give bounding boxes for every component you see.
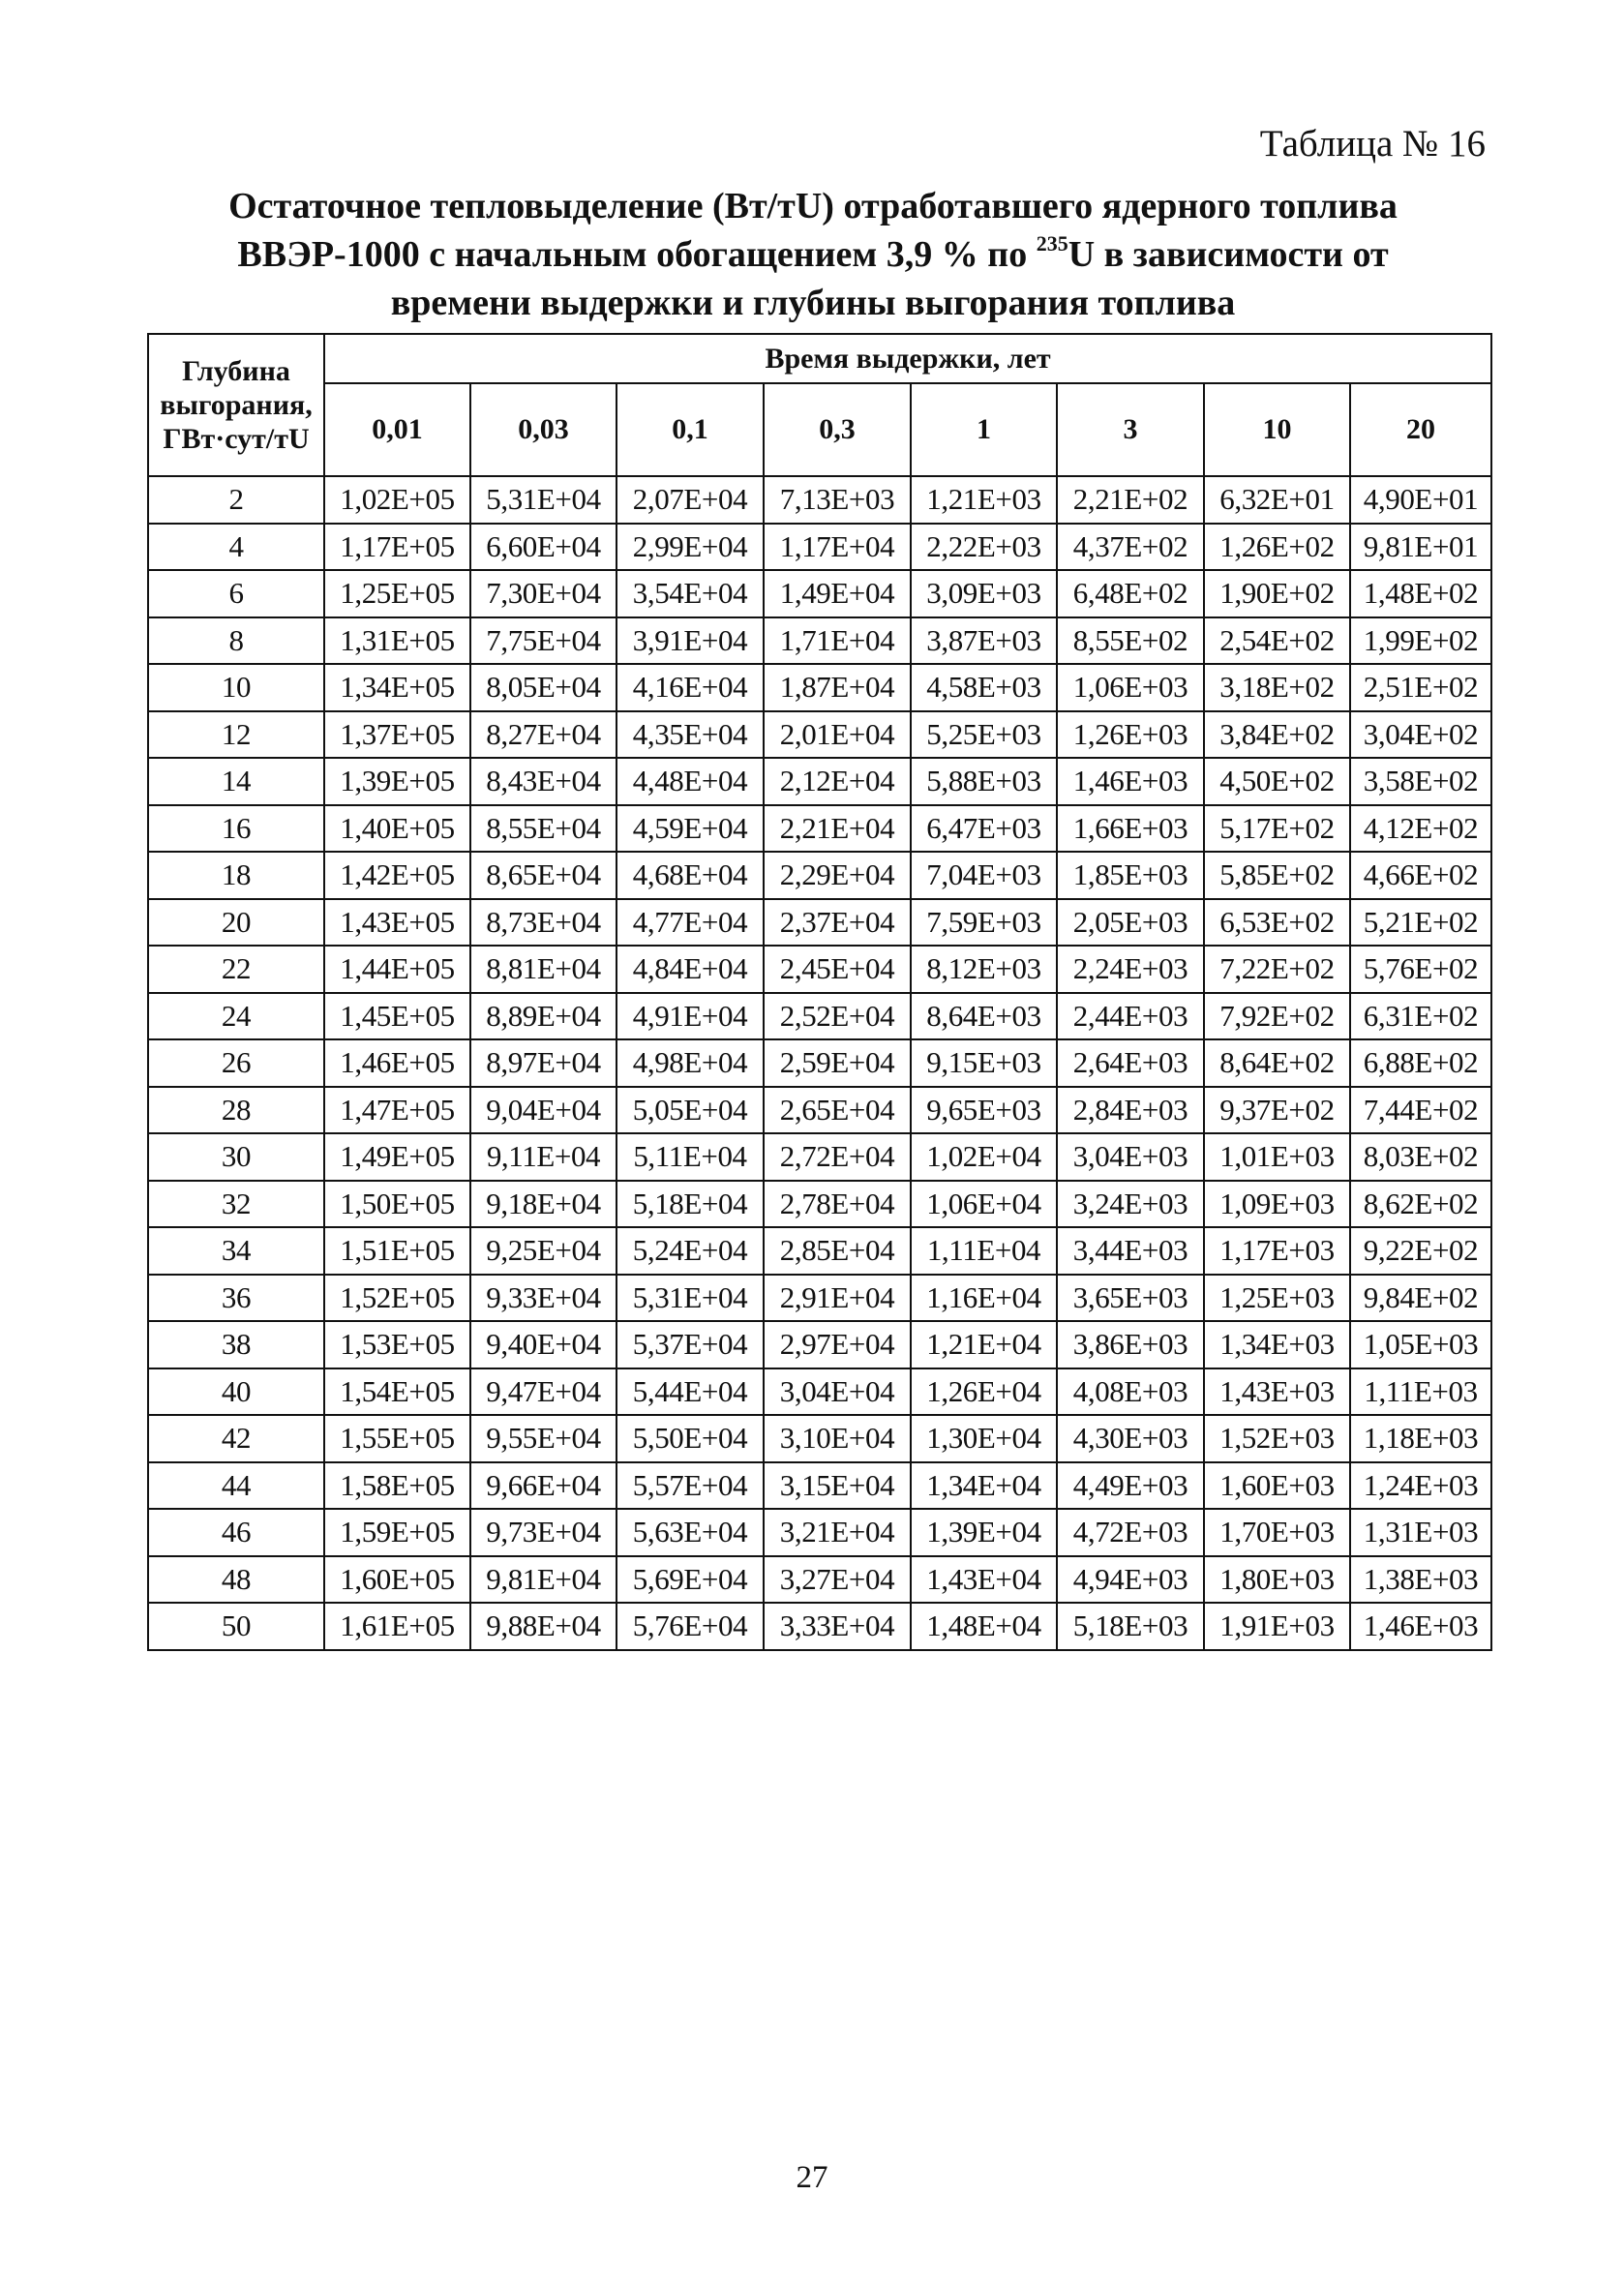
burnup-cell: 4 bbox=[148, 524, 324, 571]
burnup-header-line-1: Глубина bbox=[182, 355, 290, 387]
value-cell: 9,40E+04 bbox=[470, 1321, 617, 1368]
value-cell: 1,31E+05 bbox=[324, 617, 470, 665]
value-cell: 1,02E+04 bbox=[911, 1133, 1057, 1181]
table-row bbox=[148, 617, 1491, 665]
value-cell: 6,47E+03 bbox=[911, 805, 1057, 853]
value-cell: 1,49E+05 bbox=[324, 1133, 470, 1181]
value-cell: 8,89E+04 bbox=[470, 993, 617, 1040]
value-cell: 1,17E+03 bbox=[1204, 1227, 1350, 1275]
value-cell: 2,05E+03 bbox=[1057, 899, 1204, 947]
value-cell: 1,40E+05 bbox=[324, 805, 470, 853]
burnup-cell: 38 bbox=[148, 1321, 324, 1368]
burnup-cell: 2 bbox=[148, 476, 324, 524]
value-cell: 5,18E+03 bbox=[1057, 1603, 1204, 1650]
value-cell: 8,12E+03 bbox=[911, 946, 1057, 993]
value-cell: 5,69E+04 bbox=[617, 1556, 764, 1604]
value-cell: 6,60E+04 bbox=[470, 524, 617, 571]
value-cell: 8,55E+02 bbox=[1057, 617, 1204, 665]
value-cell: 4,68E+04 bbox=[617, 852, 764, 899]
table-row bbox=[148, 1039, 1491, 1087]
value-cell: 1,34E+04 bbox=[911, 1462, 1057, 1510]
value-cell: 1,38E+03 bbox=[1350, 1556, 1491, 1604]
value-cell: 2,21E+02 bbox=[1057, 476, 1204, 524]
table-row bbox=[148, 1181, 1491, 1228]
value-cell: 9,47E+04 bbox=[470, 1368, 617, 1416]
value-cell: 3,04E+03 bbox=[1057, 1133, 1204, 1181]
burnup-cell: 8 bbox=[148, 617, 324, 665]
burnup-cell: 26 bbox=[148, 1039, 324, 1087]
value-cell: 4,66E+02 bbox=[1350, 852, 1491, 899]
burnup-cell: 18 bbox=[148, 852, 324, 899]
value-cell: 2,01E+04 bbox=[764, 711, 911, 759]
value-cell: 4,30E+03 bbox=[1057, 1415, 1204, 1462]
value-cell: 2,85E+04 bbox=[764, 1227, 911, 1275]
table-row bbox=[148, 1415, 1491, 1462]
value-cell: 1,37E+05 bbox=[324, 711, 470, 759]
value-cell: 1,61E+05 bbox=[324, 1603, 470, 1650]
value-cell: 1,17E+05 bbox=[324, 524, 470, 571]
value-cell: 1,01E+03 bbox=[1204, 1133, 1350, 1181]
table-title bbox=[145, 182, 1481, 327]
value-cell: 6,53E+02 bbox=[1204, 899, 1350, 947]
title-line-1: Остаточное тепловыделение (Вт/тU) отработавшего ядерного топлива bbox=[228, 186, 1398, 226]
value-cell: 9,18E+04 bbox=[470, 1181, 617, 1228]
value-cell: 1,42E+05 bbox=[324, 852, 470, 899]
value-cell: 3,18E+02 bbox=[1204, 664, 1350, 711]
value-cell: 9,81E+04 bbox=[470, 1556, 617, 1604]
table-row bbox=[148, 946, 1491, 993]
table-row bbox=[148, 711, 1491, 759]
value-cell: 9,11E+04 bbox=[470, 1133, 617, 1181]
value-cell: 2,37E+04 bbox=[764, 899, 911, 947]
value-cell: 1,46E+03 bbox=[1057, 758, 1204, 805]
table-row bbox=[148, 1321, 1491, 1368]
value-cell: 1,43E+05 bbox=[324, 899, 470, 947]
table-row bbox=[148, 1275, 1491, 1322]
value-cell: 2,84E+03 bbox=[1057, 1087, 1204, 1134]
value-cell: 1,46E+03 bbox=[1350, 1603, 1491, 1650]
value-cell: 5,11E+04 bbox=[617, 1133, 764, 1181]
burnup-cell: 34 bbox=[148, 1227, 324, 1275]
value-cell: 9,66E+04 bbox=[470, 1462, 617, 1510]
burnup-cell: 16 bbox=[148, 805, 324, 853]
value-cell: 1,59E+05 bbox=[324, 1509, 470, 1556]
value-cell: 2,24E+03 bbox=[1057, 946, 1204, 993]
value-cell: 3,44E+03 bbox=[1057, 1227, 1204, 1275]
value-cell: 8,65E+04 bbox=[470, 852, 617, 899]
value-cell: 4,08E+03 bbox=[1057, 1368, 1204, 1416]
table-row bbox=[148, 476, 1491, 524]
value-cell: 4,91E+04 bbox=[617, 993, 764, 1040]
burnup-cell: 20 bbox=[148, 899, 324, 947]
value-cell: 2,99E+04 bbox=[617, 524, 764, 571]
value-cell: 1,31E+03 bbox=[1350, 1509, 1491, 1556]
table-row bbox=[148, 1227, 1491, 1275]
value-cell: 7,22E+02 bbox=[1204, 946, 1350, 993]
value-cell: 1,21E+03 bbox=[911, 476, 1057, 524]
burnup-cell: 50 bbox=[148, 1603, 324, 1650]
value-cell: 3,15E+04 bbox=[764, 1462, 911, 1510]
value-cell: 1,21E+04 bbox=[911, 1321, 1057, 1368]
value-cell: 1,85E+03 bbox=[1057, 852, 1204, 899]
burnup-cell: 32 bbox=[148, 1181, 324, 1228]
value-cell: 2,07E+04 bbox=[617, 476, 764, 524]
burnup-column-header bbox=[148, 334, 324, 476]
burnup-cell: 40 bbox=[148, 1368, 324, 1416]
value-cell: 1,16E+04 bbox=[911, 1275, 1057, 1322]
table-row bbox=[148, 664, 1491, 711]
burnup-cell: 42 bbox=[148, 1415, 324, 1462]
value-cell: 7,04E+03 bbox=[911, 852, 1057, 899]
value-cell: 1,55E+05 bbox=[324, 1415, 470, 1462]
cooling-time-header: 0,03 bbox=[470, 383, 617, 476]
title-line-2 bbox=[145, 230, 1481, 279]
burnup-cell: 30 bbox=[148, 1133, 324, 1181]
value-cell: 3,27E+04 bbox=[764, 1556, 911, 1604]
value-cell: 1,09E+03 bbox=[1204, 1181, 1350, 1228]
value-cell: 7,30E+04 bbox=[470, 570, 617, 617]
decay-heat-table-container bbox=[147, 333, 1490, 1651]
value-cell: 2,44E+03 bbox=[1057, 993, 1204, 1040]
value-cell: 3,65E+03 bbox=[1057, 1275, 1204, 1322]
value-cell: 3,10E+04 bbox=[764, 1415, 911, 1462]
value-cell: 8,43E+04 bbox=[470, 758, 617, 805]
value-cell: 1,30E+04 bbox=[911, 1415, 1057, 1462]
table-row bbox=[148, 1368, 1491, 1416]
value-cell: 5,76E+02 bbox=[1350, 946, 1491, 993]
value-cell: 3,24E+03 bbox=[1057, 1181, 1204, 1228]
value-cell: 2,78E+04 bbox=[764, 1181, 911, 1228]
value-cell: 1,05E+03 bbox=[1350, 1321, 1491, 1368]
table-row bbox=[148, 758, 1491, 805]
value-cell: 1,25E+05 bbox=[324, 570, 470, 617]
value-cell: 4,84E+04 bbox=[617, 946, 764, 993]
value-cell: 4,16E+04 bbox=[617, 664, 764, 711]
title-line-2-start: ВВЭР-1000 с начальным обогащением 3,9 % по bbox=[237, 234, 1037, 275]
value-cell: 3,04E+02 bbox=[1350, 711, 1491, 759]
value-cell: 5,21E+02 bbox=[1350, 899, 1491, 947]
value-cell: 2,52E+04 bbox=[764, 993, 911, 1040]
decay-heat-table bbox=[147, 333, 1492, 1651]
page-number: 27 bbox=[796, 2160, 828, 2195]
value-cell: 1,06E+03 bbox=[1057, 664, 1204, 711]
table-row bbox=[148, 993, 1491, 1040]
value-cell: 3,86E+03 bbox=[1057, 1321, 1204, 1368]
table-number-label: Таблица № 16 bbox=[1259, 123, 1486, 165]
value-cell: 1,26E+02 bbox=[1204, 524, 1350, 571]
value-cell: 8,03E+02 bbox=[1350, 1133, 1491, 1181]
burnup-cell: 22 bbox=[148, 946, 324, 993]
value-cell: 1,43E+03 bbox=[1204, 1368, 1350, 1416]
value-cell: 4,48E+04 bbox=[617, 758, 764, 805]
value-cell: 7,75E+04 bbox=[470, 617, 617, 665]
value-cell: 2,64E+03 bbox=[1057, 1039, 1204, 1087]
value-cell: 9,37E+02 bbox=[1204, 1087, 1350, 1134]
value-cell: 9,15E+03 bbox=[911, 1039, 1057, 1087]
value-cell: 1,54E+05 bbox=[324, 1368, 470, 1416]
value-cell: 1,11E+04 bbox=[911, 1227, 1057, 1275]
value-cell: 9,84E+02 bbox=[1350, 1275, 1491, 1322]
value-cell: 5,05E+04 bbox=[617, 1087, 764, 1134]
value-cell: 1,06E+04 bbox=[911, 1181, 1057, 1228]
burnup-cell: 10 bbox=[148, 664, 324, 711]
burnup-cell: 24 bbox=[148, 993, 324, 1040]
cooling-time-header: 0,1 bbox=[617, 383, 764, 476]
value-cell: 5,44E+04 bbox=[617, 1368, 764, 1416]
title-line-2-end: U в зависимости от bbox=[1068, 234, 1389, 275]
value-cell: 1,50E+05 bbox=[324, 1181, 470, 1228]
value-cell: 1,52E+05 bbox=[324, 1275, 470, 1322]
burnup-cell: 12 bbox=[148, 711, 324, 759]
table-row bbox=[148, 899, 1491, 947]
value-cell: 1,47E+05 bbox=[324, 1087, 470, 1134]
value-cell: 5,17E+02 bbox=[1204, 805, 1350, 853]
value-cell: 3,87E+03 bbox=[911, 617, 1057, 665]
value-cell: 6,31E+02 bbox=[1350, 993, 1491, 1040]
value-cell: 2,54E+02 bbox=[1204, 617, 1350, 665]
value-cell: 2,59E+04 bbox=[764, 1039, 911, 1087]
value-cell: 8,64E+03 bbox=[911, 993, 1057, 1040]
table-body bbox=[148, 476, 1491, 1650]
value-cell: 1,11E+03 bbox=[1350, 1368, 1491, 1416]
cooling-time-header: 0,3 bbox=[764, 383, 911, 476]
value-cell: 4,12E+02 bbox=[1350, 805, 1491, 853]
value-cell: 1,44E+05 bbox=[324, 946, 470, 993]
value-cell: 8,73E+04 bbox=[470, 899, 617, 947]
table-row bbox=[148, 1509, 1491, 1556]
cooling-time-header-row bbox=[148, 383, 1491, 476]
burnup-header-line-2: выгорания, bbox=[160, 389, 313, 421]
value-cell: 1,24E+03 bbox=[1350, 1462, 1491, 1510]
value-cell: 2,97E+04 bbox=[764, 1321, 911, 1368]
value-cell: 7,44E+02 bbox=[1350, 1087, 1491, 1134]
value-cell: 1,25E+03 bbox=[1204, 1275, 1350, 1322]
value-cell: 5,76E+04 bbox=[617, 1603, 764, 1650]
table-row bbox=[148, 524, 1491, 571]
value-cell: 1,60E+03 bbox=[1204, 1462, 1350, 1510]
value-cell: 7,13E+03 bbox=[764, 476, 911, 524]
burnup-cell: 28 bbox=[148, 1087, 324, 1134]
burnup-cell: 36 bbox=[148, 1275, 324, 1322]
cooling-time-header: 1 bbox=[911, 383, 1057, 476]
value-cell: 1,80E+03 bbox=[1204, 1556, 1350, 1604]
burnup-header-line-3: ГВт·сут/тU bbox=[163, 423, 310, 455]
value-cell: 3,04E+04 bbox=[764, 1368, 911, 1416]
value-cell: 5,24E+04 bbox=[617, 1227, 764, 1275]
table-row bbox=[148, 852, 1491, 899]
value-cell: 1,90E+02 bbox=[1204, 570, 1350, 617]
table-row bbox=[148, 1462, 1491, 1510]
value-cell: 6,88E+02 bbox=[1350, 1039, 1491, 1087]
value-cell: 4,90E+01 bbox=[1350, 476, 1491, 524]
value-cell: 8,27E+04 bbox=[470, 711, 617, 759]
value-cell: 6,32E+01 bbox=[1204, 476, 1350, 524]
table-row bbox=[148, 1556, 1491, 1604]
value-cell: 2,65E+04 bbox=[764, 1087, 911, 1134]
value-cell: 1,87E+04 bbox=[764, 664, 911, 711]
value-cell: 8,05E+04 bbox=[470, 664, 617, 711]
table-row bbox=[148, 1133, 1491, 1181]
value-cell: 4,94E+03 bbox=[1057, 1556, 1204, 1604]
value-cell: 2,51E+02 bbox=[1350, 664, 1491, 711]
value-cell: 1,46E+05 bbox=[324, 1039, 470, 1087]
value-cell: 1,02E+05 bbox=[324, 476, 470, 524]
value-cell: 1,51E+05 bbox=[324, 1227, 470, 1275]
burnup-cell: 14 bbox=[148, 758, 324, 805]
value-cell: 9,81E+01 bbox=[1350, 524, 1491, 571]
value-cell: 9,04E+04 bbox=[470, 1087, 617, 1134]
value-cell: 5,31E+04 bbox=[470, 476, 617, 524]
value-cell: 1,48E+02 bbox=[1350, 570, 1491, 617]
value-cell: 5,25E+03 bbox=[911, 711, 1057, 759]
value-cell: 3,21E+04 bbox=[764, 1509, 911, 1556]
value-cell: 8,55E+04 bbox=[470, 805, 617, 853]
cooling-time-group-header: Время выдержки, лет bbox=[324, 334, 1491, 383]
value-cell: 1,39E+04 bbox=[911, 1509, 1057, 1556]
value-cell: 1,18E+03 bbox=[1350, 1415, 1491, 1462]
value-cell: 1,71E+04 bbox=[764, 617, 911, 665]
value-cell: 4,77E+04 bbox=[617, 899, 764, 947]
value-cell: 8,81E+04 bbox=[470, 946, 617, 993]
value-cell: 9,88E+04 bbox=[470, 1603, 617, 1650]
burnup-cell: 46 bbox=[148, 1509, 324, 1556]
value-cell: 1,26E+03 bbox=[1057, 711, 1204, 759]
value-cell: 5,57E+04 bbox=[617, 1462, 764, 1510]
value-cell: 5,85E+02 bbox=[1204, 852, 1350, 899]
value-cell: 1,45E+05 bbox=[324, 993, 470, 1040]
value-cell: 4,98E+04 bbox=[617, 1039, 764, 1087]
value-cell: 9,65E+03 bbox=[911, 1087, 1057, 1134]
value-cell: 1,26E+04 bbox=[911, 1368, 1057, 1416]
value-cell: 2,45E+04 bbox=[764, 946, 911, 993]
burnup-cell: 6 bbox=[148, 570, 324, 617]
value-cell: 6,48E+02 bbox=[1057, 570, 1204, 617]
value-cell: 9,25E+04 bbox=[470, 1227, 617, 1275]
value-cell: 2,29E+04 bbox=[764, 852, 911, 899]
value-cell: 1,99E+02 bbox=[1350, 617, 1491, 665]
value-cell: 1,34E+05 bbox=[324, 664, 470, 711]
value-cell: 4,72E+03 bbox=[1057, 1509, 1204, 1556]
value-cell: 9,22E+02 bbox=[1350, 1227, 1491, 1275]
table-row bbox=[148, 805, 1491, 853]
value-cell: 8,97E+04 bbox=[470, 1039, 617, 1087]
value-cell: 4,49E+03 bbox=[1057, 1462, 1204, 1510]
cooling-time-header: 0,01 bbox=[324, 383, 470, 476]
value-cell: 1,53E+05 bbox=[324, 1321, 470, 1368]
value-cell: 1,17E+04 bbox=[764, 524, 911, 571]
value-cell: 9,55E+04 bbox=[470, 1415, 617, 1462]
title-line-3: времени выдержки и глубины выгорания топлива bbox=[390, 283, 1236, 323]
value-cell: 5,50E+04 bbox=[617, 1415, 764, 1462]
value-cell: 3,58E+02 bbox=[1350, 758, 1491, 805]
value-cell: 1,91E+03 bbox=[1204, 1603, 1350, 1650]
table-row bbox=[148, 570, 1491, 617]
value-cell: 8,64E+02 bbox=[1204, 1039, 1350, 1087]
value-cell: 1,52E+03 bbox=[1204, 1415, 1350, 1462]
value-cell: 9,33E+04 bbox=[470, 1275, 617, 1322]
value-cell: 4,37E+02 bbox=[1057, 524, 1204, 571]
value-cell: 5,18E+04 bbox=[617, 1181, 764, 1228]
value-cell: 3,91E+04 bbox=[617, 617, 764, 665]
cooling-time-header: 10 bbox=[1204, 383, 1350, 476]
value-cell: 1,48E+04 bbox=[911, 1603, 1057, 1650]
value-cell: 4,59E+04 bbox=[617, 805, 764, 853]
value-cell: 1,58E+05 bbox=[324, 1462, 470, 1510]
value-cell: 5,37E+04 bbox=[617, 1321, 764, 1368]
value-cell: 2,12E+04 bbox=[764, 758, 911, 805]
value-cell: 1,60E+05 bbox=[324, 1556, 470, 1604]
value-cell: 2,21E+04 bbox=[764, 805, 911, 853]
value-cell: 8,62E+02 bbox=[1350, 1181, 1491, 1228]
value-cell: 1,66E+03 bbox=[1057, 805, 1204, 853]
value-cell: 4,35E+04 bbox=[617, 711, 764, 759]
value-cell: 4,58E+03 bbox=[911, 664, 1057, 711]
value-cell: 1,70E+03 bbox=[1204, 1509, 1350, 1556]
value-cell: 5,63E+04 bbox=[617, 1509, 764, 1556]
cooling-time-header: 3 bbox=[1057, 383, 1204, 476]
value-cell: 5,88E+03 bbox=[911, 758, 1057, 805]
isotope-mass-number: 235 bbox=[1036, 231, 1068, 256]
value-cell: 5,31E+04 bbox=[617, 1275, 764, 1322]
value-cell: 1,34E+03 bbox=[1204, 1321, 1350, 1368]
value-cell: 3,33E+04 bbox=[764, 1603, 911, 1650]
burnup-cell: 44 bbox=[148, 1462, 324, 1510]
cooling-time-header: 20 bbox=[1350, 383, 1491, 476]
value-cell: 2,72E+04 bbox=[764, 1133, 911, 1181]
value-cell: 4,50E+02 bbox=[1204, 758, 1350, 805]
table-row bbox=[148, 1603, 1491, 1650]
value-cell: 3,84E+02 bbox=[1204, 711, 1350, 759]
value-cell: 1,49E+04 bbox=[764, 570, 911, 617]
value-cell: 9,73E+04 bbox=[470, 1509, 617, 1556]
value-cell: 7,92E+02 bbox=[1204, 993, 1350, 1040]
value-cell: 1,43E+04 bbox=[911, 1556, 1057, 1604]
value-cell: 2,91E+04 bbox=[764, 1275, 911, 1322]
value-cell: 1,39E+05 bbox=[324, 758, 470, 805]
burnup-cell: 48 bbox=[148, 1556, 324, 1604]
value-cell: 7,59E+03 bbox=[911, 899, 1057, 947]
table-row bbox=[148, 1087, 1491, 1134]
value-cell: 3,54E+04 bbox=[617, 570, 764, 617]
value-cell: 3,09E+03 bbox=[911, 570, 1057, 617]
value-cell: 2,22E+03 bbox=[911, 524, 1057, 571]
